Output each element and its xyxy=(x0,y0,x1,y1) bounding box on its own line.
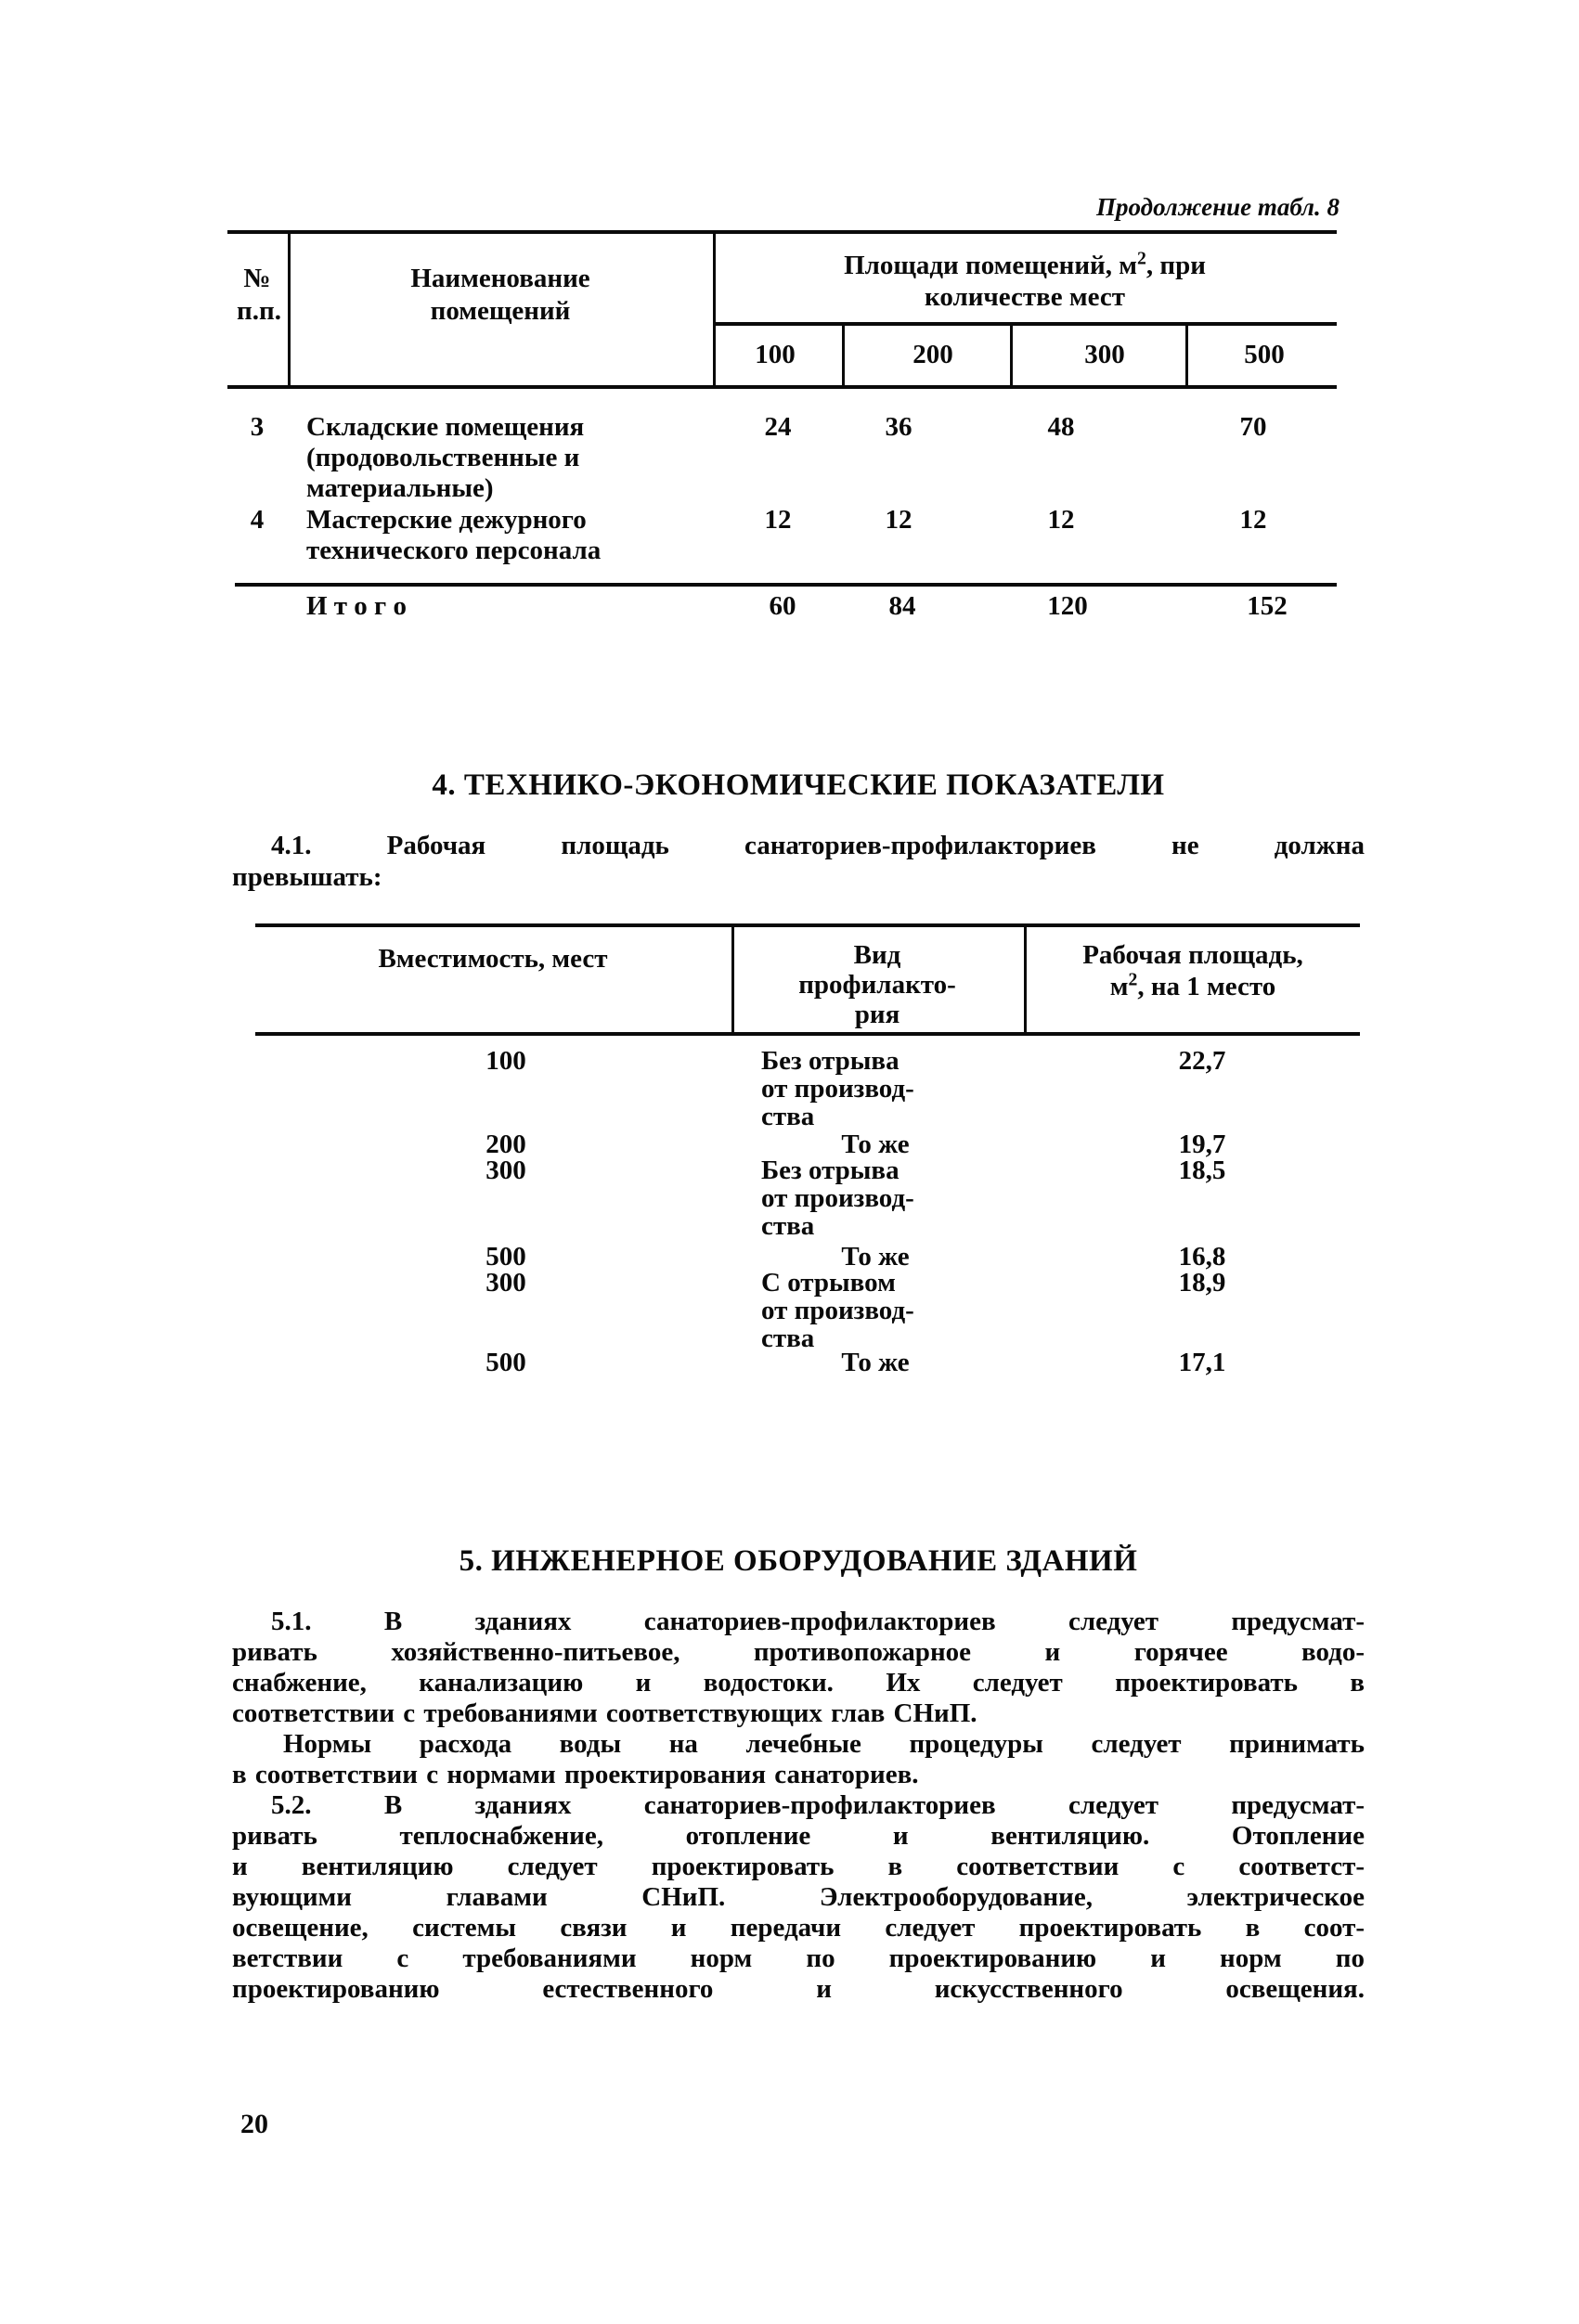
paragraph-line: ривать теплоснабжение, отопление и вентиляцию. Отопление xyxy=(232,1821,1365,1851)
table1-header-name: Наименование xyxy=(410,264,590,293)
table1-header-area: количестве мест xyxy=(925,282,1125,312)
table1-header-num: № xyxy=(243,264,271,293)
table-cell-kind: Без отрыва xyxy=(761,1046,900,1076)
paragraph-line: в соответствии с нормами проектирования санаториев. xyxy=(232,1760,919,1789)
table1-header-num: п.п. xyxy=(237,296,281,326)
table-cell-kind: То же xyxy=(841,1130,910,1159)
paragraph-line: вующими главами СНиП. Электрооборудование, электрическое xyxy=(232,1882,1365,1912)
paragraph-line: соответствии с требованиями соответствующих глав СНиП. xyxy=(232,1698,977,1728)
table2-header-kind: профилакто- xyxy=(798,970,956,1000)
table-cell-value: 18,9 xyxy=(1178,1268,1226,1298)
table-cell-capacity: 100 xyxy=(485,1046,526,1076)
table1-vline-cap3 xyxy=(1185,322,1188,389)
table-total-cell: 60 xyxy=(769,591,796,621)
table-continuation-label: Продолжение табл. 8 xyxy=(1096,193,1340,221)
table2-header-area: Рабочая площадь, xyxy=(1082,940,1303,970)
paragraph-line: снабжение, канализацию и водостоки. Их следует проектировать в xyxy=(232,1668,1365,1698)
table-row-name: материальные) xyxy=(306,473,494,503)
table1-vline-cap2 xyxy=(1010,322,1013,389)
table-cell-kind: от производ- xyxy=(761,1296,914,1325)
table-cell-capacity: 300 xyxy=(485,1268,526,1298)
table-cell-kind: ства xyxy=(761,1211,815,1241)
table-cell: 36 xyxy=(885,412,912,442)
table-row-num: 4 xyxy=(250,505,265,535)
table-cell-kind: от производ- xyxy=(761,1074,914,1104)
table1-header-bottom-rule xyxy=(227,385,1337,389)
paragraph-line: ривать хозяйственно-питьевое, противопожарное и горячее водо- xyxy=(232,1637,1365,1667)
table-cell-value: 18,5 xyxy=(1178,1156,1226,1185)
table-cell-kind: То же xyxy=(841,1242,910,1272)
table-cell-capacity: 500 xyxy=(485,1348,526,1377)
paragraph-line: и вентиляцию следует проектировать в соответствии с соответст- xyxy=(232,1852,1365,1881)
paragraph-4-1 xyxy=(232,830,1365,893)
paragraph-line: Нормы расхода воды на лечебные процедуры следует принимать xyxy=(283,1729,1365,1759)
table-cell: 12 xyxy=(885,505,912,535)
table2-header-kind: рия xyxy=(854,1000,900,1029)
table-cell-kind: С отрывом xyxy=(761,1268,896,1298)
section-4-heading: 4. ТЕХНИКО-ЭКОНОМИЧЕСКИЕ ПОКАЗАТЕЛИ xyxy=(432,768,1165,802)
table-total-cell: 152 xyxy=(1247,591,1288,621)
table-cell-value: 16,8 xyxy=(1178,1242,1226,1272)
table-cell-value: 22,7 xyxy=(1178,1046,1226,1076)
table-work-area xyxy=(255,923,1360,1397)
table1-header-name: помещений xyxy=(430,296,571,326)
section-5-heading: 5. ИНЖЕНЕРНОЕ ОБОРУДОВАНИЕ ЗДАНИЙ xyxy=(459,1544,1138,1578)
table1-header-area: Площади помещений, $м^2$, при xyxy=(844,248,1206,280)
table2-vline-1 xyxy=(731,923,734,1036)
table1-vline-num xyxy=(288,230,291,389)
table1-subheader-rule xyxy=(713,322,1337,326)
sup-2: 2 xyxy=(1137,248,1146,269)
table1-capacity-200: 200 xyxy=(912,340,953,369)
table-cell-capacity: 500 xyxy=(485,1242,526,1272)
table2-header-bottom-rule xyxy=(255,1032,1360,1036)
table-cell: 48 xyxy=(1047,412,1075,442)
table-total-cell: 84 xyxy=(888,591,916,621)
table-cell-kind: ства xyxy=(761,1323,815,1353)
table-cell: 12 xyxy=(1047,505,1075,535)
table-cell: 70 xyxy=(1239,412,1267,442)
table1-vline-cap1 xyxy=(842,322,845,389)
table-row-name: технического персонала xyxy=(306,536,602,565)
table-cell-kind: То же xyxy=(841,1348,910,1377)
table-cell-kind: от производ- xyxy=(761,1183,914,1213)
paragraph-line: ветствии с требованиями норм по проектированию и норм по xyxy=(232,1943,1365,1973)
table2-header-capacity: Вместимость, мест xyxy=(378,944,608,974)
page-number: 20 xyxy=(240,2109,268,2139)
paragraph-line: проектированию естественного и искусственного освещения. xyxy=(232,1974,1365,2004)
table-cell: 12 xyxy=(764,505,792,535)
paragraph-line: освещение, системы связи и передачи следует проектировать в соот- xyxy=(232,1913,1365,1943)
table-total-cell: 120 xyxy=(1047,591,1088,621)
table1-capacity-300: 300 xyxy=(1084,340,1125,369)
sup-2: 2 xyxy=(1128,969,1138,990)
table-row-name: Складские помещения xyxy=(306,412,585,442)
table2-header-kind: Вид xyxy=(853,940,901,970)
table-cell-capacity: 300 xyxy=(485,1156,526,1185)
table-row-num: 3 xyxy=(250,412,265,442)
table-cell-kind: ства xyxy=(761,1102,815,1131)
table-row-name: Мастерские дежурного xyxy=(306,505,587,535)
table-cell-kind: Без отрыва xyxy=(761,1156,900,1185)
table1-vline-name xyxy=(713,230,716,389)
table-areas xyxy=(227,230,1337,629)
table-total-label: И т о г о xyxy=(306,591,407,621)
table2-vline-2 xyxy=(1024,923,1027,1036)
table-cell-capacity: 200 xyxy=(485,1130,526,1159)
table2-top-rule xyxy=(255,923,1360,927)
table1-total-rule xyxy=(235,583,1337,587)
table-cell: 24 xyxy=(764,412,792,442)
section-5-paragraphs xyxy=(232,1607,1365,2005)
table-cell: 12 xyxy=(1239,505,1267,535)
table2-header-area: $м^2$, на 1 место xyxy=(1109,969,1276,1001)
table-cell-value: 19,7 xyxy=(1178,1130,1226,1159)
paragraph-line: 5.2. В зданиях санаториев-профилакториев следует предусмат- xyxy=(271,1790,1365,1820)
paragraph-line: превышать: xyxy=(232,862,382,892)
table1-top-rule xyxy=(227,230,1337,234)
table1-capacity-500: 500 xyxy=(1244,340,1285,369)
table-row-name: (продовольственные и xyxy=(306,443,580,472)
paragraph-line: 5.1. В зданиях санаториев-профилакториев следует предусмат- xyxy=(271,1607,1365,1636)
table1-capacity-100: 100 xyxy=(755,340,796,369)
table-cell-value: 17,1 xyxy=(1178,1348,1226,1377)
paragraph-line: 4.1. Рабочая площадь санаториев-профилакториев не должна xyxy=(271,831,1365,860)
